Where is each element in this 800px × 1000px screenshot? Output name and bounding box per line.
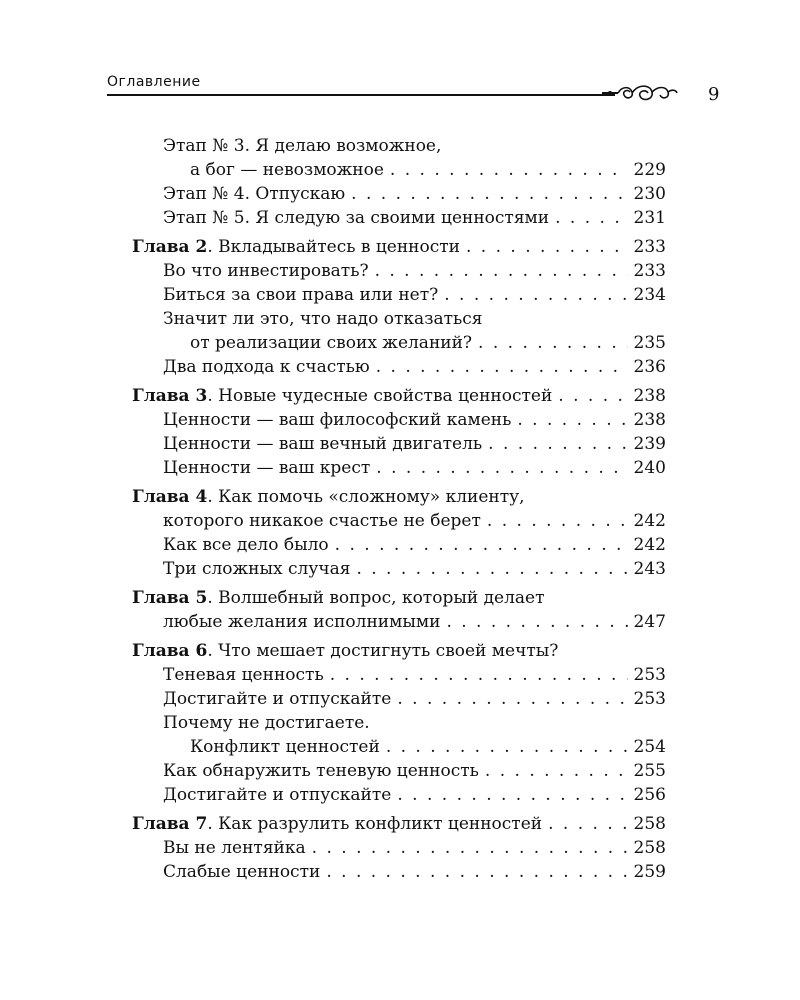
- toc-entry: любые желания исполнимыми . . . 247: [132, 610, 666, 634]
- toc-entry: Этап № 3. Я делаю возможное,: [163, 136, 442, 156]
- toc-entry: Достигайте и отпускайте . . . 253: [132, 687, 666, 711]
- running-header-title: Оглавление: [107, 74, 201, 90]
- toc-entry: Конфликт ценностей . . . 254: [132, 735, 666, 759]
- toc-entry: Три сложных случая . . . 243: [132, 557, 666, 581]
- page-number: 9: [708, 84, 720, 105]
- toc-chapter-entry: Глава 6. Что мешает достигнуть своей мечты?: [132, 641, 559, 661]
- toc-entry: Биться за свои права или нет? . . . 234: [132, 283, 666, 307]
- toc-entry: а бог — невозможное . . . 229: [132, 158, 666, 182]
- toc-entry: Ценности — ваш крест . . . 240: [132, 456, 666, 480]
- toc-entry: Этап № 4. Отпускаю . . . 230: [132, 182, 666, 206]
- toc-chapter-entry: Глава 3. Новые чудесные свойства ценностей . . . 238: [132, 384, 666, 408]
- toc-entry: Этап № 5. Я следую за своими ценностями . . . 231: [132, 206, 666, 230]
- header-rule: [107, 94, 615, 96]
- toc-chapter-entry: Глава 2. Вкладывайтесь в ценности . . . 233: [132, 235, 666, 259]
- flourish-ornament-icon: [600, 80, 680, 106]
- toc-entry: Ценности — ваш философский камень . . . 238: [132, 408, 666, 432]
- toc-entry: Ценности — ваш вечный двигатель . . . 239: [132, 432, 666, 456]
- toc-entry: Во что инвестировать? . . . 233: [132, 259, 666, 283]
- toc-chapter-entry: Глава 7. Как разрулить конфликт ценностей . . . 258: [132, 812, 666, 836]
- toc-entry: Два подхода к счастью . . . 236: [132, 355, 666, 379]
- table-of-contents: [132, 134, 666, 884]
- toc-entry: Значит ли это, что надо отказаться: [163, 309, 483, 329]
- toc-entry: Вы не лентяйка . . . 258: [132, 836, 666, 860]
- toc-entry: Почему не достигаете.: [163, 713, 370, 733]
- toc-entry: Как обнаружить теневую ценность . . . 255: [132, 759, 666, 783]
- toc-chapter-entry: Глава 4. Как помочь «сложному» клиенту,: [132, 487, 525, 507]
- toc-entry: Как все дело было . . . 242: [132, 533, 666, 557]
- toc-entry: Слабые ценности . . . 259: [132, 860, 666, 884]
- toc-chapter-entry: Глава 5. Волшебный вопрос, который делает: [132, 588, 545, 608]
- toc-entry: Теневая ценность . . . 253: [132, 663, 666, 687]
- toc-entry: которого никакое счастье не берет . . . 242: [132, 509, 666, 533]
- toc-entry: от реализации своих желаний? . . . 235: [132, 331, 666, 355]
- toc-entry: Достигайте и отпускайте . . . 256: [132, 783, 666, 807]
